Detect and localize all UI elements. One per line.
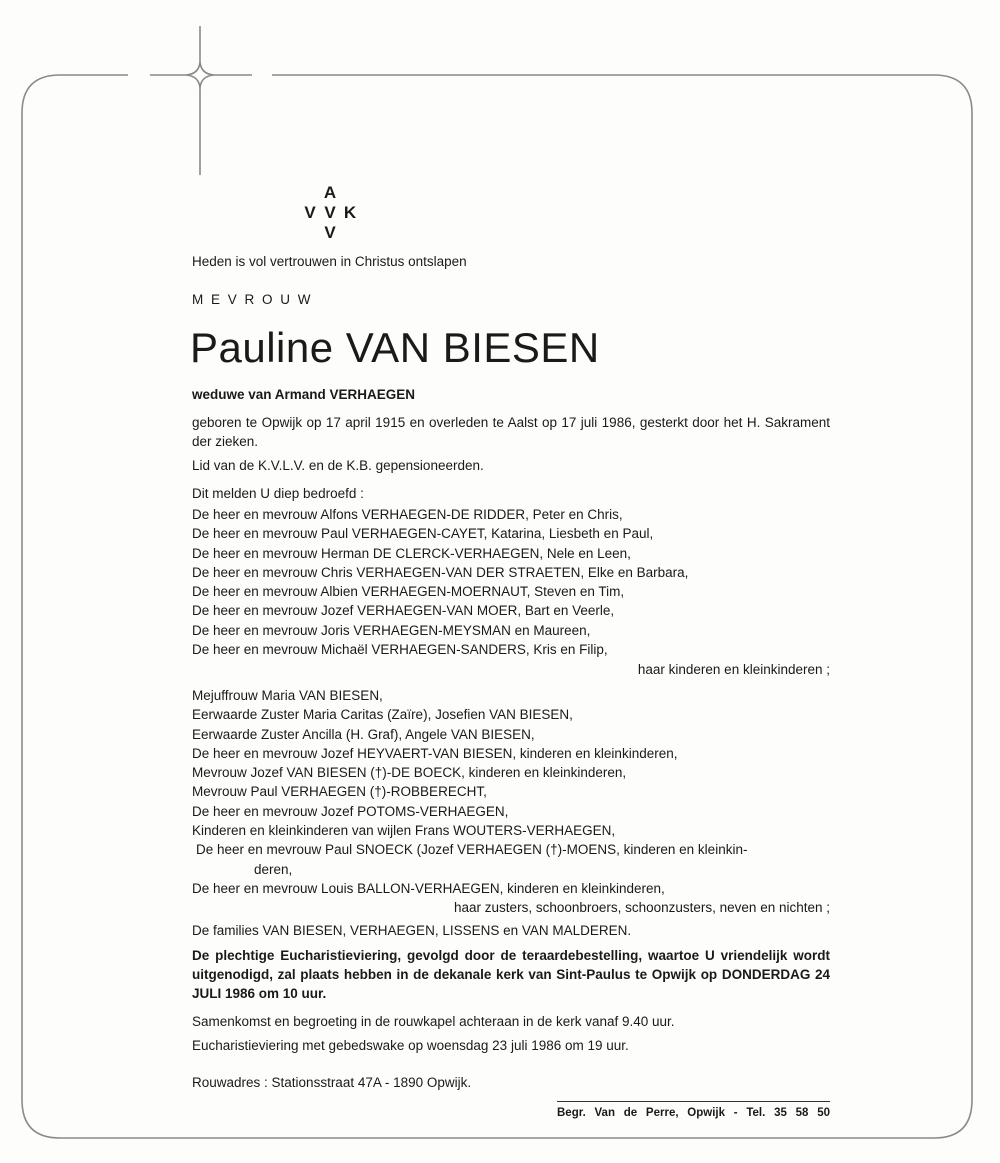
snoeck-line: De heer en mevrouw Paul SNOECK (Jozef VERHAEGEN (†)-MOENS, kinderen en kleinkin- — [196, 842, 748, 857]
children-suffix: haar kinderen en kleinkinderen ; — [637, 662, 830, 677]
membership-text: Lid van de K.V.L.V. en de K.B. gepensioneerden. — [192, 458, 484, 473]
list-item: Kinderen en kleinkinderen van wijlen Frans WOUTERS-VERHAEGEN, — [192, 823, 616, 839]
service-text — [192, 946, 830, 1003]
emblem-left: V — [304, 203, 316, 222]
list-item: De heer en mevrouw Herman DE CLERCK-VERHAEGEN, Nele en Leen, — [192, 545, 631, 561]
service-description: De plechtige Eucharistieviering, gevolgd door de teraardebestelling, waartoe U vriendelijk wordt uitgenodigd, zal plaats hebben in de dekanale kerk van Sint-Paulus te Opwijk op — [192, 948, 830, 982]
list-item: De heer en mevrouw Joris VERHAEGEN-MEYSMAN en Maureen, — [192, 622, 591, 638]
announce-text: Dit melden U diep bedroefd : — [192, 486, 364, 501]
emblem-center: V — [324, 203, 336, 222]
list-item: De heer en mevrouw Jozef HEYVAERT-VAN BIESEN, kinderen en kleinkinderen, — [192, 745, 678, 761]
cross-ornament — [150, 26, 252, 175]
list-item: De heer en mevrouw Jozef POTOMS-VERHAEGEN, — [192, 803, 509, 819]
list-item: Mevrouw Paul VERHAEGEN (†)-ROBBERECHT, — [192, 784, 487, 800]
list-item: De heer en mevrouw Michaël VERHAEGEN-SANDERS, Kris en Filip, — [192, 642, 608, 658]
printer-divider — [557, 1101, 830, 1102]
service-date: DONDERDAG 24 JULI 1986 om 10 uur. — [192, 967, 830, 1001]
birth-death-text: geboren te Opwijk op 17 april 1915 en overleden te Aalst op 17 juli 1986, gesterkt door het H. Sakrament der zieken. — [192, 415, 830, 449]
list-item: Mevrouw Jozef VAN BIESEN (†)-DE BOECK, kinderen en kleinkinderen, — [192, 765, 627, 781]
widow-of: weduwe van Armand VERHAEGEN — [192, 387, 416, 402]
emblem-top: A — [323, 183, 337, 202]
emblem-right: K — [343, 203, 357, 222]
salutation: M E V R O U W — [192, 292, 313, 307]
list-item: De heer en mevrouw Paul VERHAEGEN-CAYET, Katarina, Liesbeth en Paul, — [192, 526, 654, 542]
list-item: Eerwaarde Zuster Maria Caritas (Zaïre), Josefien VAN BIESEN, — [192, 707, 573, 723]
siblings-list — [192, 686, 677, 840]
printer-credit: Begr. Van de Perre, Opwijk - Tel. 35 58 50 — [557, 1107, 830, 1119]
intro-text: Heden is vol vertrouwen in Christus ontslapen — [192, 254, 467, 269]
list-item: De heer en mevrouw Jozef VERHAEGEN-VAN MOER, Bart en Veerle, — [192, 603, 615, 619]
families-text: De families VAN BIESEN, VERHAEGEN, LISSENS en VAN MALDEREN. — [192, 923, 632, 938]
list-item: De heer en mevrouw Alfons VERHAEGEN-DE RIDDER, Peter en Chris, — [192, 507, 623, 522]
list-item: Mejuffrouw Maria VAN BIESEN, — [192, 688, 383, 703]
vigil-text: Eucharistieviering met gebedswake op woensdag 23 juli 1986 om 19 uur. — [192, 1038, 629, 1053]
list-item: Eerwaarde Zuster Ancilla (H. Graf), Angele VAN BIESEN, — [192, 726, 535, 742]
ballon-line: De heer en mevrouw Louis BALLON-VERHAEGEN, kinderen en kleinkinderen, — [192, 881, 665, 896]
meeting-text: Samenkomst en begroeting in de rouwkapel achteraan in de kerk vanaf 9.40 uur. — [192, 1014, 675, 1029]
siblings-suffix: haar zusters, schoonbroers, schoonzusters, neven en nichten ; — [454, 900, 830, 915]
list-item: De heer en mevrouw Chris VERHAEGEN-VAN DER STRAETEN, Elke en Barbara, — [192, 564, 689, 580]
snoeck-line-cont: deren, — [254, 862, 293, 877]
address-text: Rouwadres : Stationsstraat 47A - 1890 Opwijk. — [192, 1075, 472, 1090]
list-item: De heer en mevrouw Albien VERHAEGEN-MOERNAUT, Steven en Tim, — [192, 584, 625, 600]
deceased-name: Pauline VAN BIESEN — [190, 324, 600, 371]
emblem-bottom: V — [324, 223, 336, 242]
children-list — [192, 505, 688, 659]
